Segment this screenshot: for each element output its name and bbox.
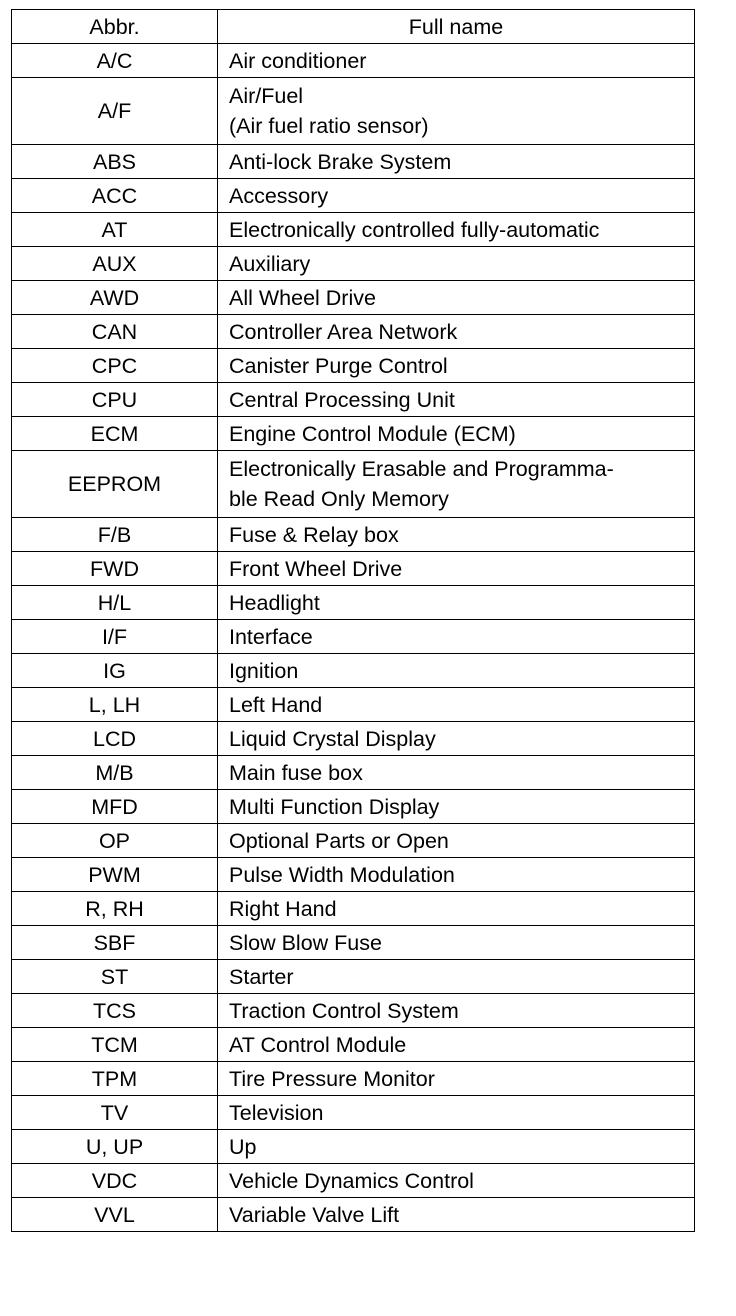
abbr-cell: A/C xyxy=(12,44,218,78)
full-name-cell: Air/Fuel (Air fuel ratio sensor) xyxy=(218,78,695,145)
table-row xyxy=(12,858,695,892)
full-name-cell: Vehicle Dynamics Control xyxy=(218,1164,695,1198)
abbr-cell: SBF xyxy=(12,926,218,960)
abbr-column-header: Abbr. xyxy=(12,10,218,44)
table-row xyxy=(12,586,695,620)
table-row xyxy=(12,417,695,451)
table-row xyxy=(12,1198,695,1232)
table-row xyxy=(12,78,695,145)
abbr-cell: CAN xyxy=(12,315,218,349)
full-name-cell: Electronically Erasable and Programma- ble Read Only Memory xyxy=(218,451,695,518)
table-row xyxy=(12,518,695,552)
table-row xyxy=(12,349,695,383)
full-name-cell: Slow Blow Fuse xyxy=(218,926,695,960)
abbr-cell: LCD xyxy=(12,722,218,756)
table-row xyxy=(12,1096,695,1130)
table-row xyxy=(12,722,695,756)
table-row xyxy=(12,688,695,722)
table-row xyxy=(12,44,695,78)
abbr-cell: AUX xyxy=(12,247,218,281)
abbr-cell: MFD xyxy=(12,790,218,824)
table-row xyxy=(12,247,695,281)
abbr-cell: M/B xyxy=(12,756,218,790)
abbr-cell: CPC xyxy=(12,349,218,383)
abbr-cell: TCS xyxy=(12,994,218,1028)
table-row xyxy=(12,654,695,688)
abbr-cell: AT xyxy=(12,213,218,247)
full-name-cell: Starter xyxy=(218,960,695,994)
full-name-cell: Anti-lock Brake System xyxy=(218,145,695,179)
table-row xyxy=(12,824,695,858)
table-row xyxy=(12,620,695,654)
abbr-cell: VDC xyxy=(12,1164,218,1198)
table-header-row xyxy=(12,10,695,44)
table-row xyxy=(12,1062,695,1096)
full-name-cell: Tire Pressure Monitor xyxy=(218,1062,695,1096)
table-row xyxy=(12,145,695,179)
table-row xyxy=(12,960,695,994)
full-name-column-header: Full name xyxy=(218,10,695,44)
full-name-cell: All Wheel Drive xyxy=(218,281,695,315)
full-name-cell: Controller Area Network xyxy=(218,315,695,349)
full-name-cell: Pulse Width Modulation xyxy=(218,858,695,892)
abbr-cell: L, LH xyxy=(12,688,218,722)
abbr-cell: VVL xyxy=(12,1198,218,1232)
abbr-cell: PWM xyxy=(12,858,218,892)
full-name-cell: Liquid Crystal Display xyxy=(218,722,695,756)
full-name-cell: Variable Valve Lift xyxy=(218,1198,695,1232)
table-row xyxy=(12,1164,695,1198)
full-name-cell: Multi Function Display xyxy=(218,790,695,824)
table-row xyxy=(12,179,695,213)
abbr-cell: CPU xyxy=(12,383,218,417)
table-row xyxy=(12,315,695,349)
full-name-cell: Left Hand xyxy=(218,688,695,722)
full-name-cell: Television xyxy=(218,1096,695,1130)
table-row xyxy=(12,281,695,315)
abbreviation-table xyxy=(11,9,695,1232)
table-row xyxy=(12,994,695,1028)
table-row xyxy=(12,790,695,824)
full-name-cell: Accessory xyxy=(218,179,695,213)
abbr-cell: IG xyxy=(12,654,218,688)
abbr-cell: TV xyxy=(12,1096,218,1130)
table-row xyxy=(12,552,695,586)
table-row xyxy=(12,451,695,518)
abbr-cell: ACC xyxy=(12,179,218,213)
full-name-cell: Electronically controlled fully-automatic xyxy=(218,213,695,247)
full-name-cell: Traction Control System xyxy=(218,994,695,1028)
full-name-cell: Front Wheel Drive xyxy=(218,552,695,586)
full-name-cell: Optional Parts or Open xyxy=(218,824,695,858)
abbr-cell: AWD xyxy=(12,281,218,315)
abbr-cell: FWD xyxy=(12,552,218,586)
table-row xyxy=(12,756,695,790)
abbr-cell: U, UP xyxy=(12,1130,218,1164)
full-name-cell: Right Hand xyxy=(218,892,695,926)
abbr-cell: H/L xyxy=(12,586,218,620)
abbr-cell: A/F xyxy=(12,78,218,145)
abbr-cell: TCM xyxy=(12,1028,218,1062)
table-body xyxy=(12,44,695,1232)
full-name-cell: Central Processing Unit xyxy=(218,383,695,417)
abbr-cell: R, RH xyxy=(12,892,218,926)
table-row xyxy=(12,1130,695,1164)
full-name-cell: Fuse & Relay box xyxy=(218,518,695,552)
full-name-cell: Ignition xyxy=(218,654,695,688)
abbr-cell: ST xyxy=(12,960,218,994)
full-name-cell: Engine Control Module (ECM) xyxy=(218,417,695,451)
abbr-cell: F/B xyxy=(12,518,218,552)
table-row xyxy=(12,892,695,926)
table-row xyxy=(12,383,695,417)
abbr-cell: ABS xyxy=(12,145,218,179)
full-name-cell: Headlight xyxy=(218,586,695,620)
abbr-cell: ECM xyxy=(12,417,218,451)
table-row xyxy=(12,1028,695,1062)
abbr-cell: EEPROM xyxy=(12,451,218,518)
table-row xyxy=(12,926,695,960)
full-name-cell: Main fuse box xyxy=(218,756,695,790)
table-row xyxy=(12,213,695,247)
full-name-cell: Auxiliary xyxy=(218,247,695,281)
abbr-cell: OP xyxy=(12,824,218,858)
full-name-cell: Interface xyxy=(218,620,695,654)
full-name-cell: Up xyxy=(218,1130,695,1164)
abbr-cell: TPM xyxy=(12,1062,218,1096)
full-name-cell: AT Control Module xyxy=(218,1028,695,1062)
full-name-cell: Air conditioner xyxy=(218,44,695,78)
abbr-cell: I/F xyxy=(12,620,218,654)
full-name-cell: Canister Purge Control xyxy=(218,349,695,383)
